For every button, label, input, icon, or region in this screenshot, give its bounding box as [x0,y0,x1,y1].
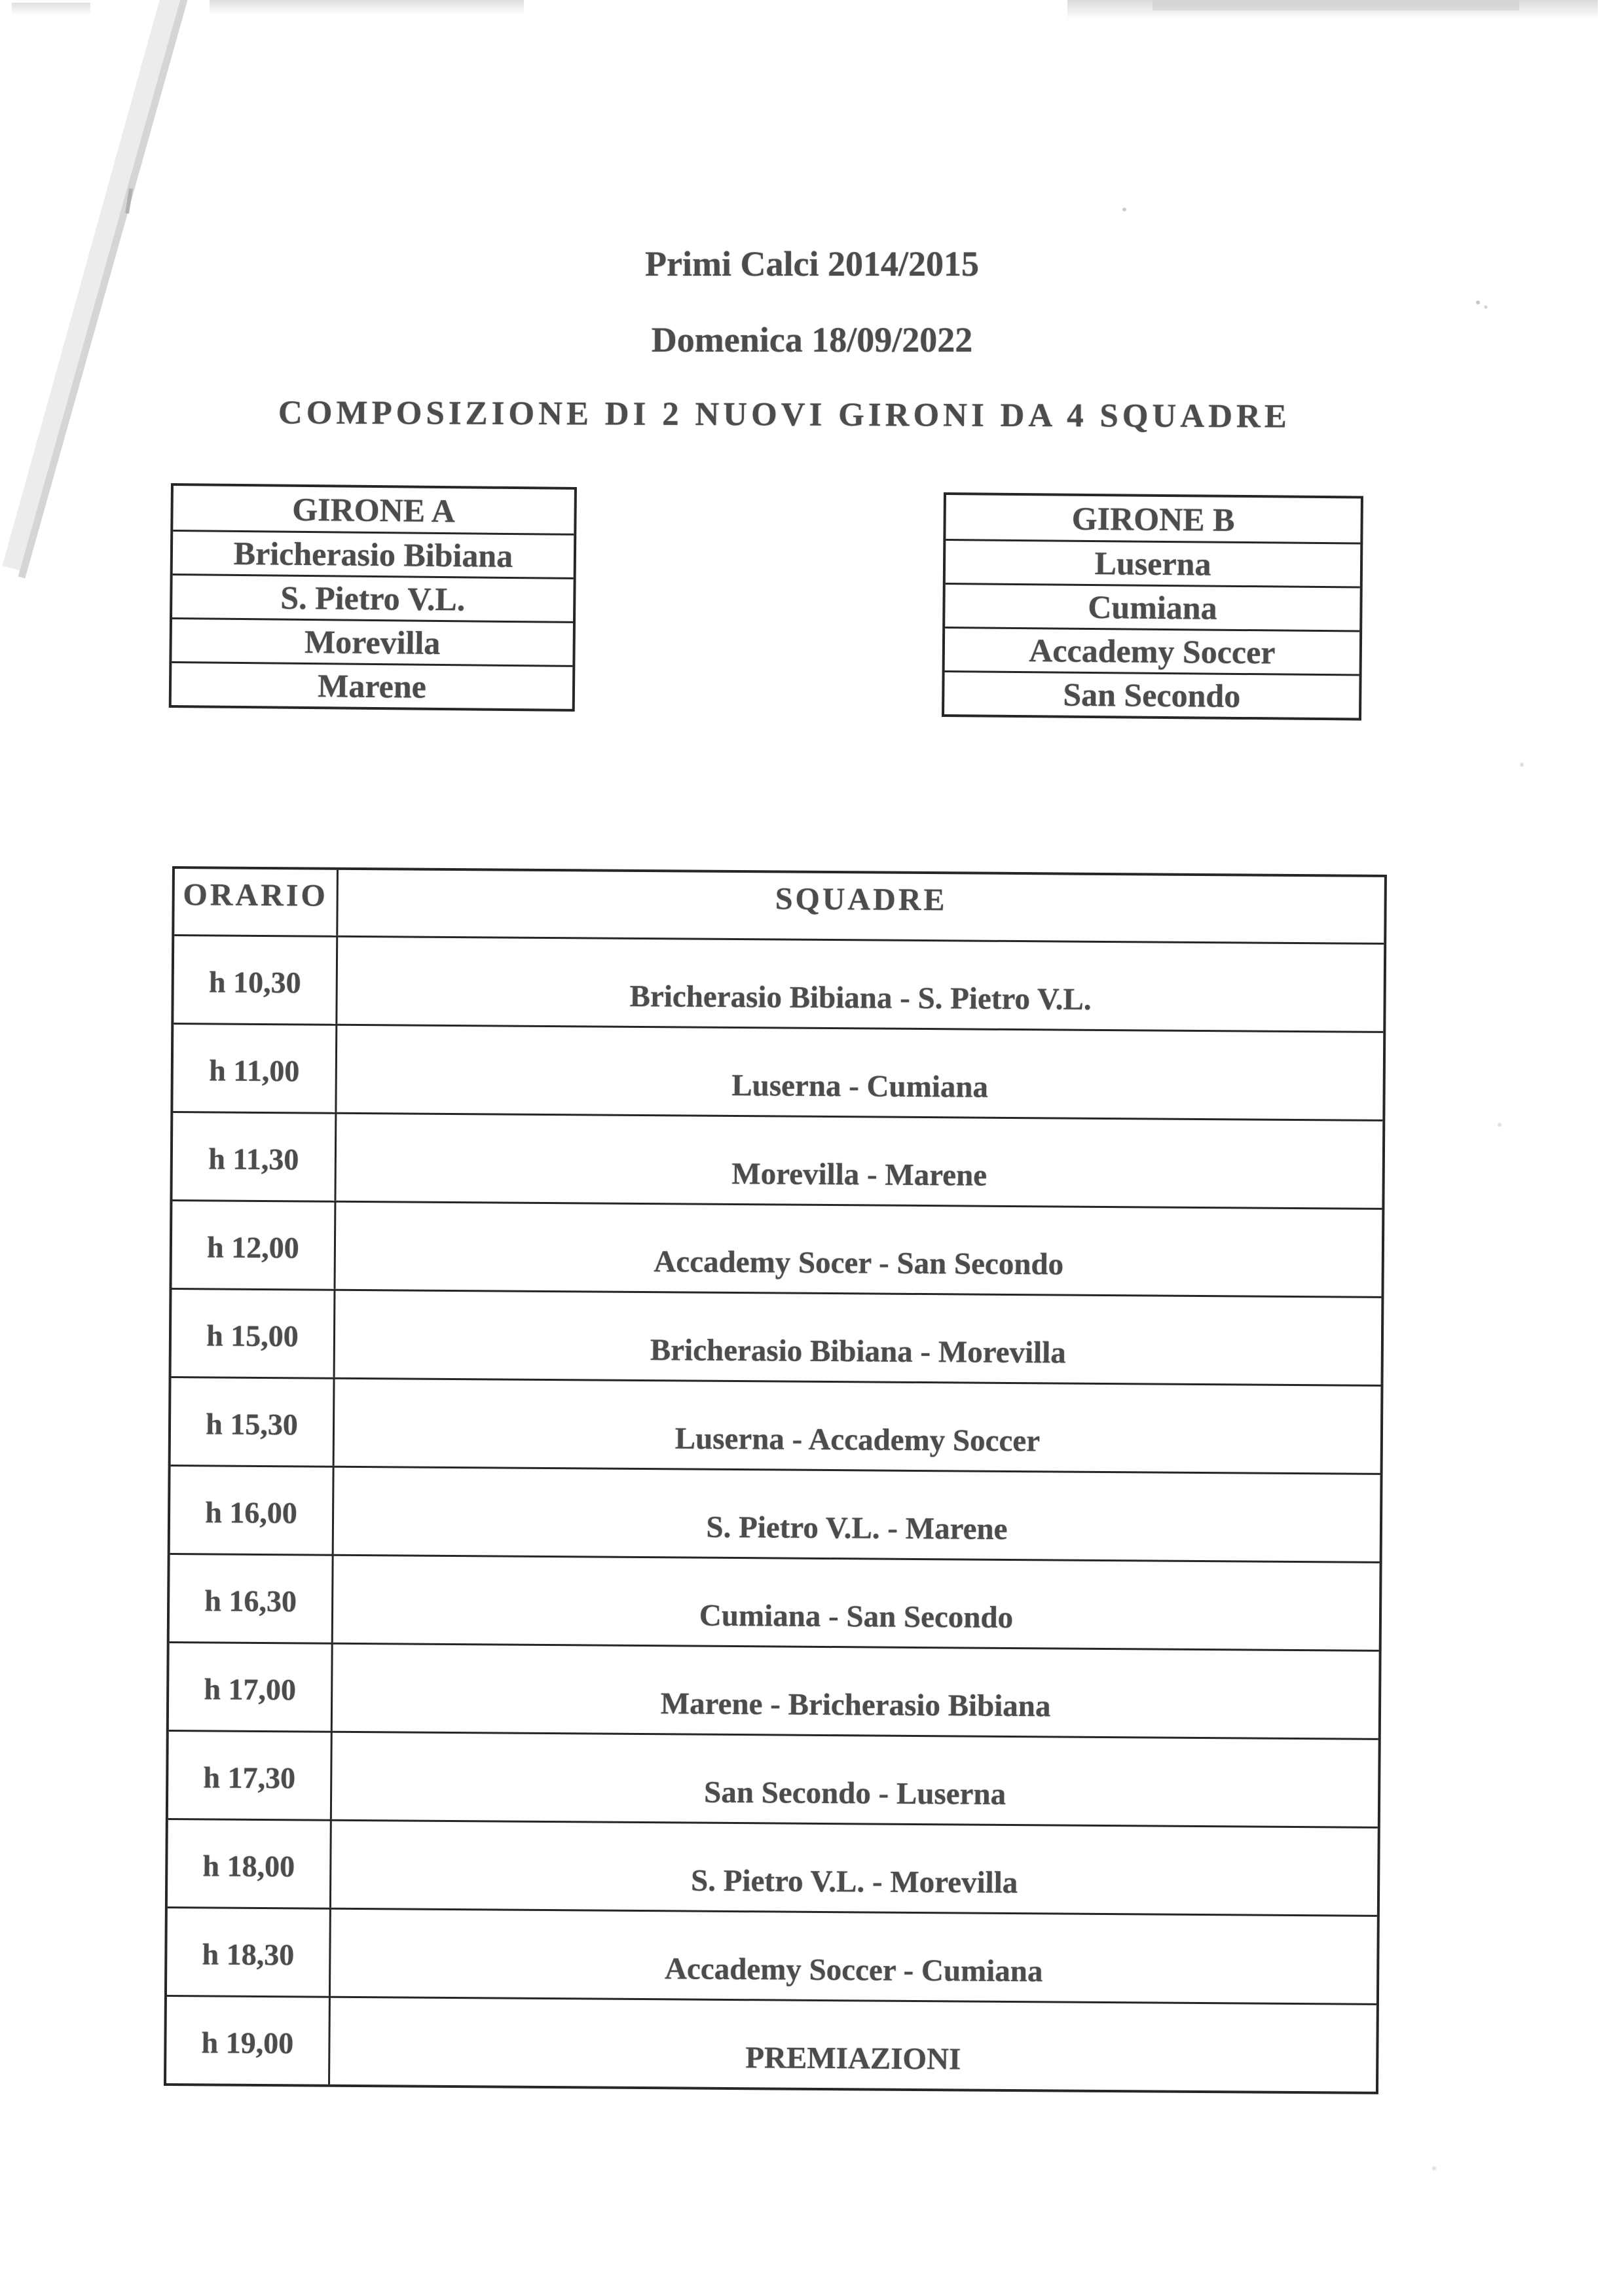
match-teams: PREMIAZIONI [330,1996,1376,2092]
fold-streak [22,0,185,577]
match-time: h 18,30 [167,1906,331,1996]
match-time: h 10,30 [174,934,338,1024]
page-title: Primi Calci 2014/2015 [645,244,979,283]
match-time: h 11,00 [173,1023,337,1112]
scanner-shadow-top-mid [210,0,524,14]
page-date: Domenica 18/09/2022 [651,320,973,359]
match-time: h 18,00 [168,1818,332,1908]
girone-b-table [942,492,1363,721]
girone-a-team: Marene [172,661,573,709]
speck [1520,763,1524,767]
speck [1498,1123,1502,1127]
match-time: h 15,30 [171,1376,335,1466]
speck [1485,306,1488,309]
match-teams: Luserna - Accademy Soccer [335,1377,1381,1473]
girone-b-team: Accademy Soccer [945,627,1360,674]
girone-a-team: Morevilla [172,617,573,665]
match-time: h 11,30 [172,1111,337,1201]
speck [1476,301,1480,304]
speck [1432,2166,1436,2170]
schedule-header-squadre: SQUADRE [775,881,948,918]
match-teams: S. Pietro V.L. - Marene [334,1466,1380,1561]
match-teams: Accademy Socer - San Secondo [335,1201,1382,1296]
match-teams: Bricherasio Bibiana - Morevilla [335,1289,1382,1385]
match-time: h 15,00 [172,1288,336,1377]
match-time: h 16,00 [170,1465,335,1554]
page-heading: COMPOSIZIONE DI 2 NUOVI GIRONI DA 4 SQUADRE [278,394,1291,435]
match-teams: Luserna - Cumiana [337,1024,1383,1120]
girone-b-header: GIRONE B [1071,500,1235,538]
match-teams: Bricherasio Bibiana - S. Pietro V.L. [337,936,1384,1031]
girone-b-team: Luserna [946,539,1361,587]
schedule-header-orario: ORARIO [174,869,339,936]
match-time: h 12,00 [172,1199,337,1289]
speck [1122,208,1126,211]
girone-a-team: S. Pietro V.L. [172,574,574,621]
fold-streak-halo [12,0,172,568]
girone-a-team: Bricherasio Bibiana [173,530,574,577]
schedule-table [164,866,1387,2094]
match-teams: San Secondo - Luserna [332,1731,1378,1827]
girone-b-team: Cumiana [945,583,1360,630]
girone-a-table [169,483,577,712]
scanner-shadow-top-right [1067,0,1598,20]
match-time: h 16,30 [170,1553,334,1643]
match-teams: S. Pietro V.L. - Morevilla [331,1819,1378,1915]
match-teams: Cumiana - San Secondo [333,1554,1380,1650]
fold-tick [127,189,131,213]
match-teams: Morevilla - Marene [336,1112,1382,1208]
scanner-shadow-top-right-dark [1153,0,1519,10]
girone-b-team: San Secondo [944,670,1359,718]
girone-a-header: GIRONE A [292,490,456,529]
scanner-shadow-top-left [12,3,90,16]
match-time: h 17,00 [169,1641,333,1731]
match-teams: Accademy Soccer - Cumiana [331,1908,1377,2003]
match-teams: Marene - Bricherasio Bibiana [333,1643,1379,1738]
match-time: h 17,30 [168,1730,333,1819]
match-time: h 19,00 [166,1995,331,2085]
